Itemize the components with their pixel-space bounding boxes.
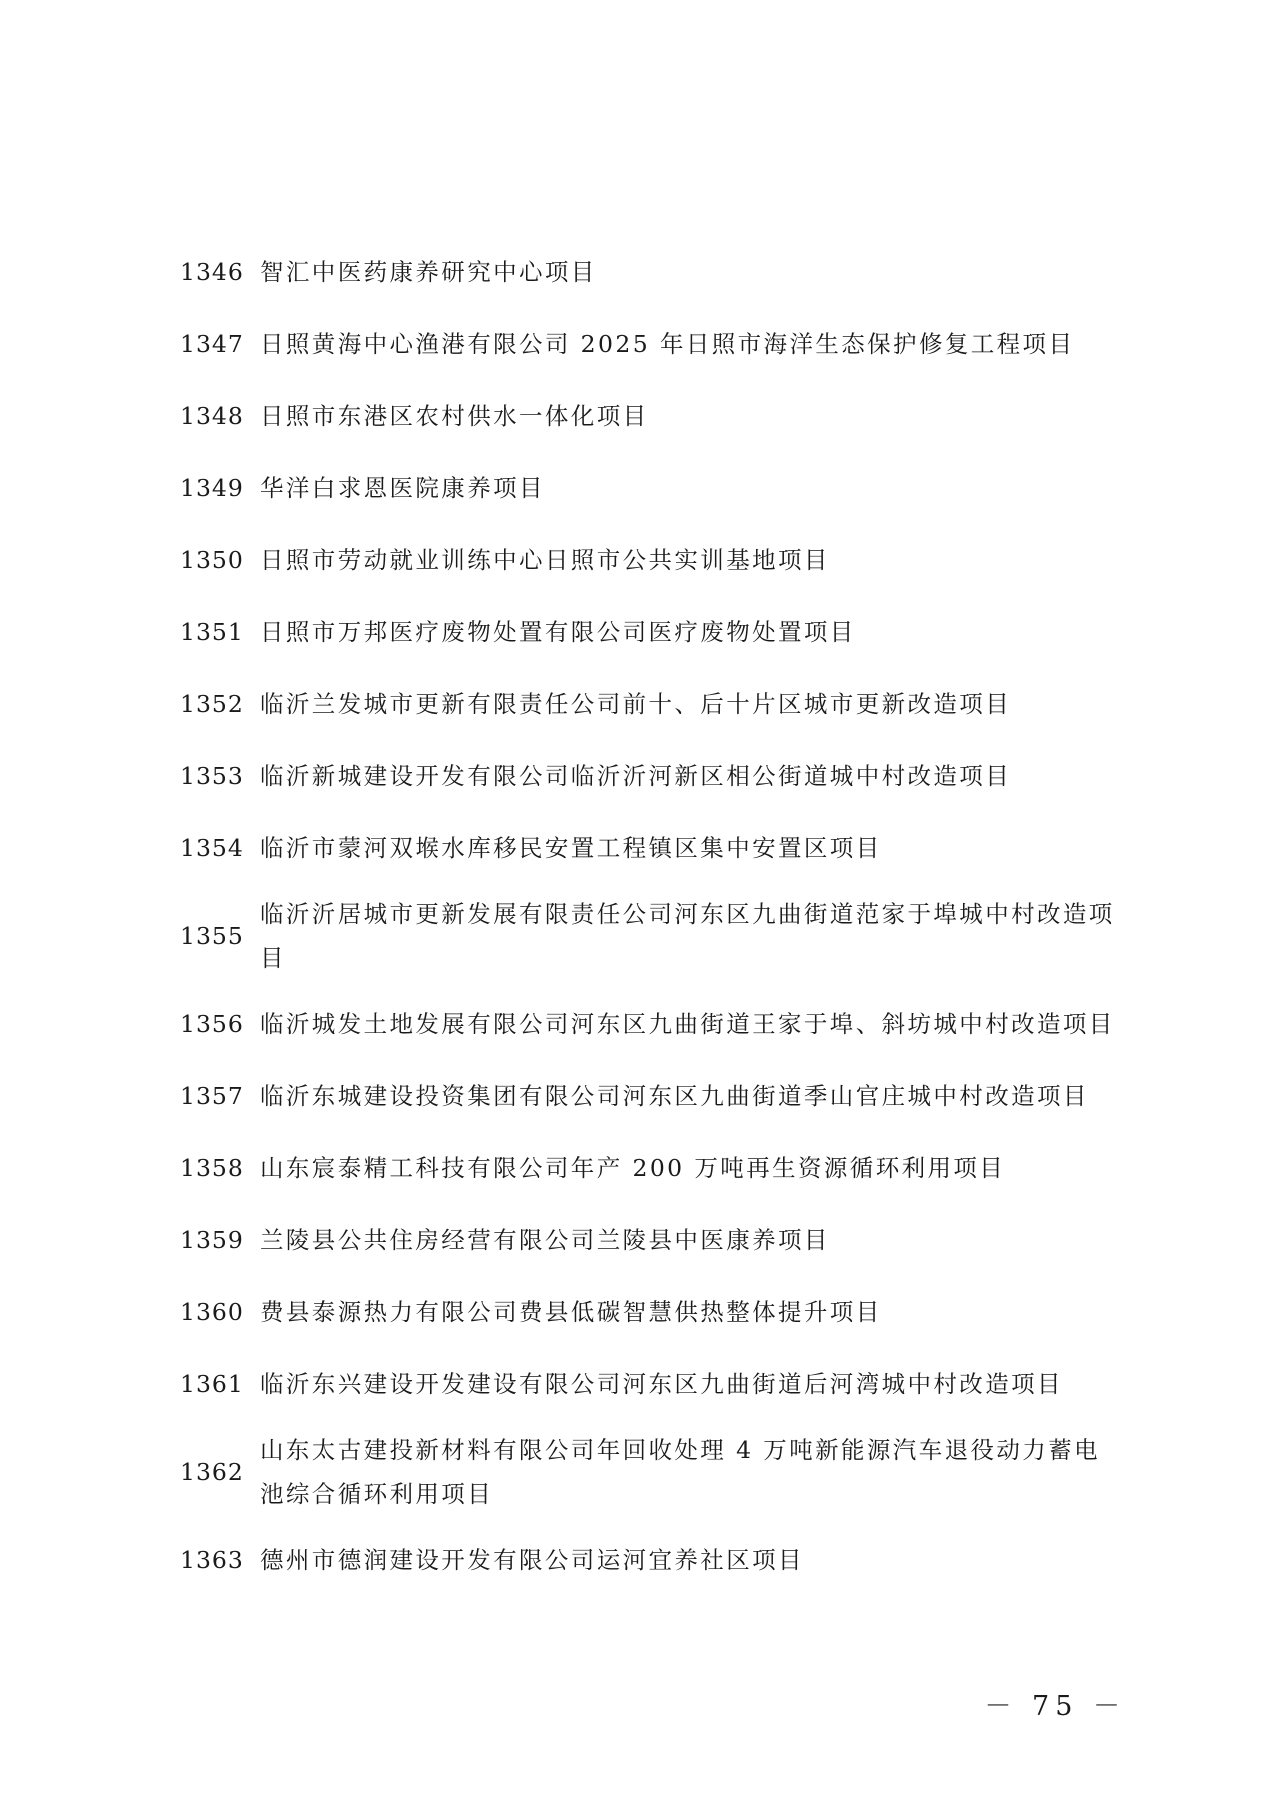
project-number: 1358	[180, 1154, 244, 1182]
project-list	[180, 236, 1120, 1596]
project-number: 1351	[180, 618, 244, 646]
project-name: 日照市东港区农村供水一体化项目	[260, 402, 649, 430]
project-name: 临沂沂居城市更新发展有限责任公司河东区九曲街道范家于埠城中村改造项目	[260, 900, 1115, 972]
list-item	[180, 1204, 1120, 1276]
project-number: 1355	[180, 922, 244, 950]
project-name: 日照市劳动就业训练中心日照市公共实训基地项目	[260, 546, 830, 574]
list-item	[180, 308, 1120, 380]
list-item	[180, 1060, 1120, 1132]
project-name: 华洋白求恩医院康养项目	[260, 474, 545, 502]
project-number: 1353	[180, 762, 244, 790]
list-item	[180, 1276, 1120, 1348]
project-number: 1359	[180, 1226, 244, 1254]
project-name: 临沂兰发城市更新有限责任公司前十、后十片区城市更新改造项目	[260, 690, 1012, 718]
project-name: 日照黄海中心渔港有限公司 2025 年日照市海洋生态保护修复工程项目	[260, 330, 1075, 358]
project-name: 智汇中医药康养研究中心项目	[260, 258, 597, 286]
project-number: 1347	[180, 330, 244, 358]
list-item	[180, 524, 1120, 596]
project-name: 山东太古建投新材料有限公司年回收处理 4 万吨新能源汽车退役动力蓄电池综合循环利用项目	[260, 1436, 1100, 1508]
project-name: 兰陵县公共住房经营有限公司兰陵县中医康养项目	[260, 1226, 830, 1254]
page-number: － 75 －	[984, 1691, 1126, 1722]
project-number: 1350	[180, 546, 244, 574]
list-item	[180, 596, 1120, 668]
project-name: 费县泰源热力有限公司费县低碳智慧供热整体提升项目	[260, 1298, 882, 1326]
project-name: 临沂城发土地发展有限公司河东区九曲街道王家于埠、斜坊城中村改造项目	[260, 1010, 1115, 1038]
project-number: 1362	[180, 1458, 244, 1486]
list-item	[180, 236, 1120, 308]
list-item	[180, 740, 1120, 812]
list-item	[180, 668, 1120, 740]
project-name: 德州市德润建设开发有限公司运河宜养社区项目	[260, 1546, 804, 1574]
list-item	[180, 1524, 1120, 1596]
list-item	[180, 380, 1120, 452]
project-name: 山东宸泰精工科技有限公司年产 200 万吨再生资源循环利用项目	[260, 1154, 1006, 1182]
project-number: 1354	[180, 834, 244, 862]
project-name: 临沂东兴建设开发建设有限公司河东区九曲街道后河湾城中村改造项目	[260, 1370, 1063, 1398]
project-number: 1357	[180, 1082, 244, 1110]
list-item	[180, 812, 1120, 884]
project-number: 1346	[180, 258, 244, 286]
list-item	[180, 884, 1120, 988]
project-name: 临沂新城建设开发有限公司临沂沂河新区相公街道城中村改造项目	[260, 762, 1012, 790]
list-item	[180, 452, 1120, 524]
list-item	[180, 988, 1120, 1060]
project-name: 临沂市蒙河双堠水库移民安置工程镇区集中安置区项目	[260, 834, 882, 862]
project-number: 1352	[180, 690, 244, 718]
project-number: 1360	[180, 1298, 244, 1326]
project-number: 1349	[180, 474, 244, 502]
list-item	[180, 1348, 1120, 1420]
project-number: 1356	[180, 1010, 244, 1038]
project-number: 1361	[180, 1370, 244, 1398]
list-item	[180, 1132, 1120, 1204]
project-name: 日照市万邦医疗废物处置有限公司医疗废物处置项目	[260, 618, 856, 646]
project-number: 1363	[180, 1546, 244, 1574]
project-name: 临沂东城建设投资集团有限公司河东区九曲街道季山官庄城中村改造项目	[260, 1082, 1089, 1110]
project-number: 1348	[180, 402, 244, 430]
list-item	[180, 1420, 1120, 1524]
